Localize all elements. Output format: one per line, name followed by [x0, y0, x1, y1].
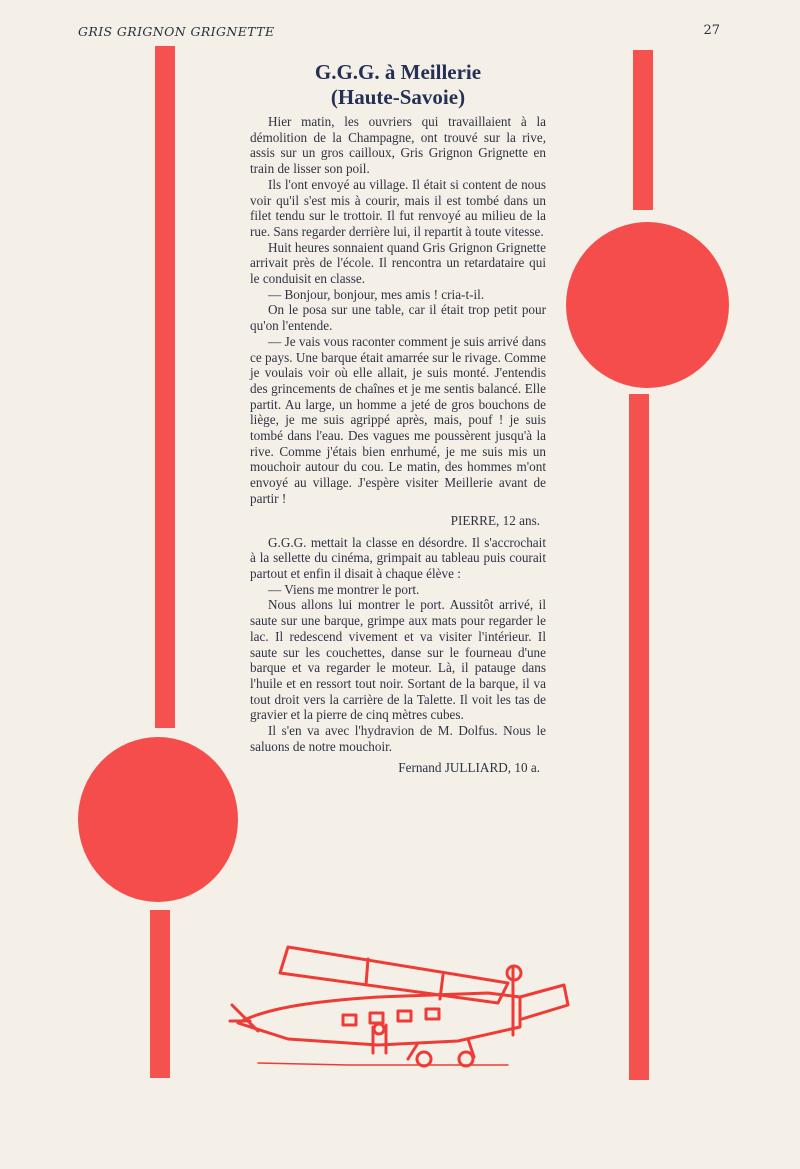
paragraph: — Bonjour, bonjour, mes amis ! cria-t-il. [268, 286, 485, 302]
running-head: GRIS GRIGNON GRIGNETTE [78, 24, 275, 39]
title-line-2: (Haute-Savoie) [330, 85, 466, 109]
signature-pierre: PIERRE, 12 ans. [450, 512, 540, 528]
article-title [250, 60, 546, 110]
paragraph: Hier matin, les ouvriers qui travaillaient à la démolition de la Champagne, ont trouvé sur la rive, assis sur un gros cailloux, Gris Grignon Grignette en train de lisser son poil. [250, 114, 546, 177]
paragraph: — Viens me montrer le port. [268, 581, 420, 597]
title-line-1: G.G.G. à Meillerie [314, 60, 482, 84]
left-disc [78, 737, 238, 902]
paragraph: Ils l'ont envoyé au village. Il était si content de nous voir qu'il s'est mis à courir, mais il est tombé dans un filet tendu sur le trottoir. Il fut renvoyé au milieu de la rue. Sans regarder derrière lui, il repartit à toute vitesse. [250, 176, 546, 239]
paragraph: Huit heures sonnaient quand Gris Grignon Grignette arrivait près de l'école. Il rencontra un retardataire qui le conduisit en classe. [250, 239, 546, 287]
right-disc [566, 222, 729, 388]
right-bar-upper [633, 50, 653, 210]
article [250, 60, 546, 782]
left-bar-lower [150, 910, 170, 1078]
story-part-2 [250, 535, 546, 755]
seaplane-drawing [228, 935, 573, 1075]
paragraph: — Je vais vous raconter comment je suis arrivé dans ce pays. Une barque était amarrée sur le rivage. Comme je voulais voir où elle allait, je suis monté. J'entendis des grincements de chaînes et je me sentis balancé. Elle partit. Au large, un homme a jeté de gros bouchons de liège, je me suis agrippé après, mais, pouf ! je suis tombé dans l'eau. Des vagues me poussèrent jusqu'à la rive. Comme j'étais bien enrhumé, je me suis mis un mouchoir autour du cou. Le matin, des hommes m'ont envoyé au village. J'espère visiter Meillerie avant de partir ! [250, 333, 546, 506]
left-bar-upper [155, 46, 175, 728]
page-number: 27 [703, 23, 720, 38]
paragraph: Nous allons lui montrer le port. Aussitôt arrivé, il saute sur une barque, grimpe aux mats pour regarder le lac. Il redescend vivement et va visiter l'intérieur. Il saute sur les couchettes, danse sur le fourneau d'une barque et va regarder le moteur. Là, il patauge dans l'huile et en ressort tout noir. Sortant de la barque, il va tout droit vers la carrière de la Talette. Il voit les tas de gravier et la pierre de cinq mètres cubes. [250, 597, 546, 723]
paragraph: On le posa sur une table, car il était trop petit pour qu'on l'entende. [250, 302, 546, 334]
paragraph: Il s'en va avec l'hydravion de M. Dolfus. Nous le saluons de notre mouchoir. [250, 723, 546, 754]
paragraph: G.G.G. mettait la classe en désordre. Il s'accrochait à la sellette du cinéma, grimpait au tableau puis courait partout et enfin il disait à chaque élève : [250, 534, 546, 581]
right-bar-lower [629, 394, 649, 1080]
story-part-1 [250, 114, 546, 507]
signature-fernand: Fernand JULLIARD, 10 a. [398, 760, 540, 776]
